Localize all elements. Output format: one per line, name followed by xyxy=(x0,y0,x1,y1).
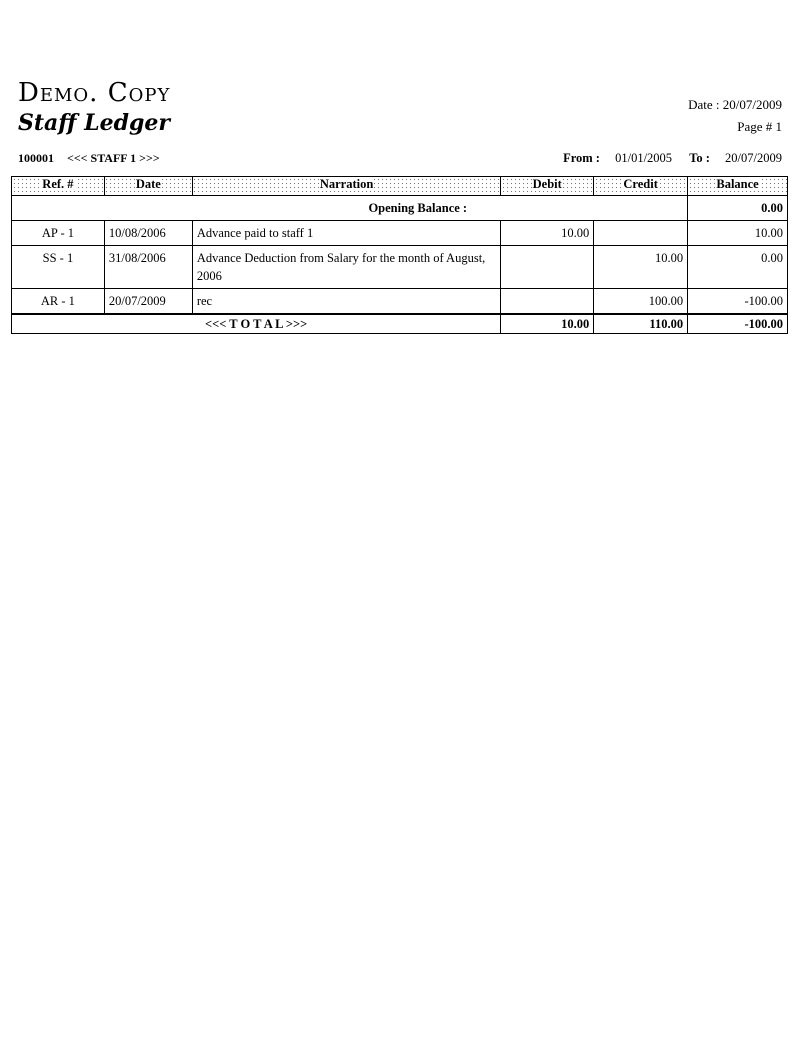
cell-narration: Advance Deduction from Salary for the month of August, 2006 xyxy=(192,246,501,289)
cell-debit: 10.00 xyxy=(501,221,594,246)
column-header-debit: Debit xyxy=(501,177,594,196)
cell-balance: -100.00 xyxy=(688,289,788,315)
table-row xyxy=(12,289,788,315)
column-header-ref: Ref. # xyxy=(12,177,105,196)
cell-credit xyxy=(594,221,688,246)
cell-date: 10/08/2006 xyxy=(104,221,192,246)
cell-balance: 10.00 xyxy=(688,221,788,246)
opening-balance-row xyxy=(12,196,788,221)
opening-balance-value: 0.00 xyxy=(688,196,788,221)
ledger-table xyxy=(11,176,788,334)
cell-balance: 0.00 xyxy=(688,246,788,289)
cell-debit xyxy=(501,246,594,289)
cell-credit: 10.00 xyxy=(594,246,688,289)
page-number: Page # 1 xyxy=(737,119,782,134)
cell-ref: AR - 1 xyxy=(12,289,105,315)
from-label: From : xyxy=(563,151,600,165)
account-code: 100001 xyxy=(18,151,54,165)
cell-ref: AP - 1 xyxy=(12,221,105,246)
table-row xyxy=(12,221,788,246)
total-row xyxy=(12,314,788,334)
account-info xyxy=(18,151,170,166)
to-label: To : xyxy=(689,151,710,165)
cell-debit xyxy=(501,289,594,315)
cell-date: 20/07/2009 xyxy=(104,289,192,315)
table-header-row xyxy=(12,177,788,196)
report-date: Date : 20/07/2009 xyxy=(688,97,782,112)
from-date: 01/01/2005 xyxy=(615,151,673,165)
cell-ref: SS - 1 xyxy=(12,246,105,289)
cell-credit: 100.00 xyxy=(594,289,688,315)
report-title: Staff Ledger xyxy=(18,110,170,136)
cell-narration: rec xyxy=(192,289,501,315)
date-range xyxy=(563,151,782,166)
total-balance: -100.00 xyxy=(688,314,788,334)
column-header-date: Date xyxy=(104,177,192,196)
to-date: 20/07/2009 xyxy=(725,151,782,165)
total-credit: 110.00 xyxy=(594,314,688,334)
table-row xyxy=(12,246,788,289)
total-label: <<< T O T A L >>> xyxy=(12,314,501,334)
cell-narration: Advance paid to staff 1 xyxy=(192,221,501,246)
opening-balance-label: Opening Balance : xyxy=(12,196,688,221)
cell-date: 31/08/2006 xyxy=(104,246,192,289)
account-name: <<< STAFF 1 >>> xyxy=(67,151,160,165)
demo-copy-watermark: Demo. Copy xyxy=(18,78,171,108)
column-header-credit: Credit xyxy=(594,177,688,196)
column-header-balance: Balance xyxy=(688,177,788,196)
column-header-narration: Narration xyxy=(192,177,501,196)
total-debit: 10.00 xyxy=(501,314,594,334)
